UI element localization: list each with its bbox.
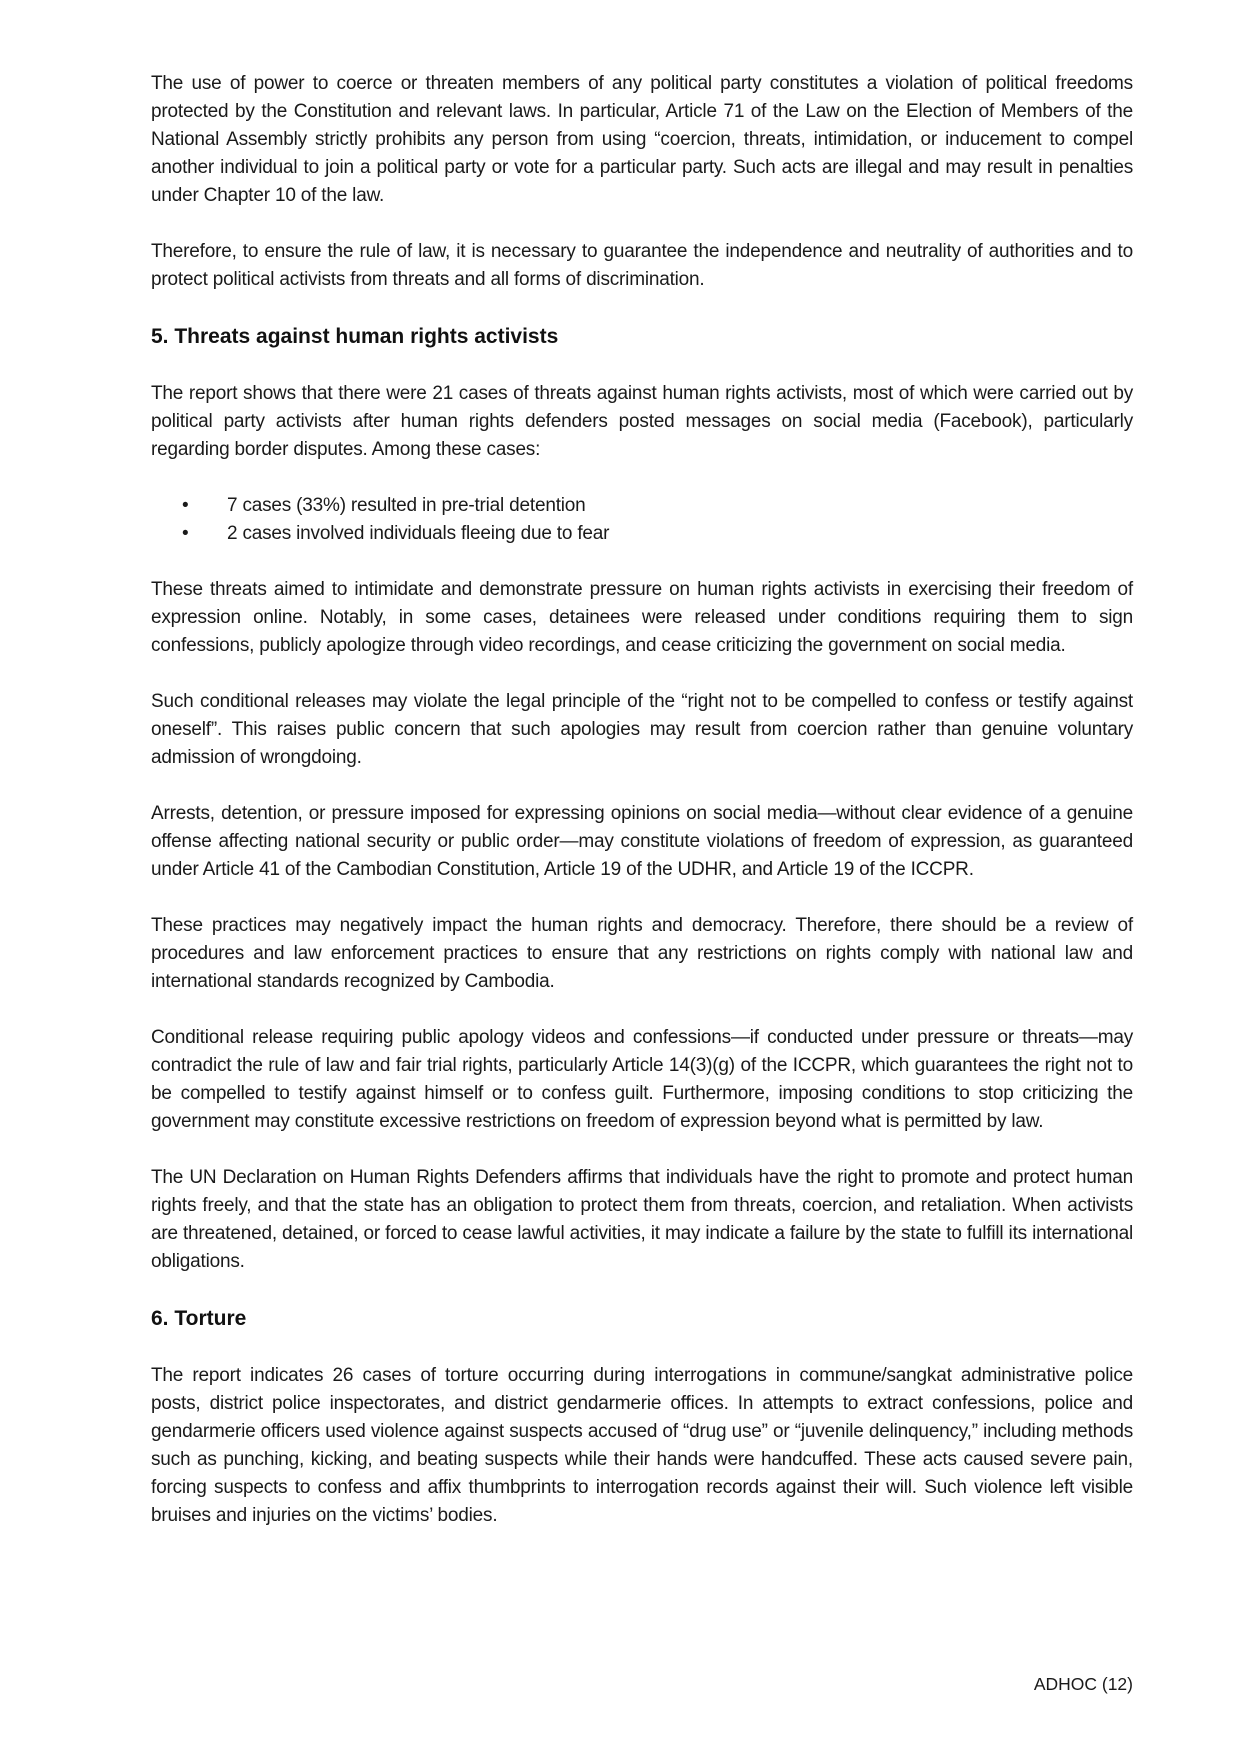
paragraph-political-coercion: The use of power to coerce or threaten members of any political party constitutes a violation of political freedoms protected by the Constitution and relevant laws. In particular, Article 71 of the Law on the Election of Members of the National Assembly strictly prohibits any person from using “coercion, threats, intimidation, or inducement to compel another individual to join a political party or vote for a particular party. Such acts are illegal and may result in penalties under Chapter 10 of the law. [151, 73, 1133, 206]
paragraph-rule-of-law: Therefore, to ensure the rule of law, it is necessary to guarantee the independence and neutrality of authorities and to protect political activists from threats and all forms of discrimination. [151, 241, 1133, 290]
page-number-label: ADHOC (12) [1033, 1674, 1133, 1694]
bullet-item-pretrial-detention: • 7 cases (33%) resulted in pre-trial detention [182, 492, 1133, 520]
paragraph-conditional-releases: Such conditional releases may violate the legal principle of the “right not to be compelled to confess or testify against oneself”. This raises public concern that such apologies may result from coercion rather than genuine voluntary admission of wrongdoing. [151, 691, 1133, 768]
bullet-item-fleeing-fear: • 2 cases involved individuals fleeing due to fear [182, 520, 1133, 548]
paragraph-arrests-freedom-of-expression: Arrests, detention, or pressure imposed for expressing opinions on social media—without clear evidence of a genuine offense affecting national security or public order—may constitute violations of freedom of expression, as guaranteed under Article 41 of the Cambodian Constitution, Article 19 of the UDHR, and Article 19 of the ICCPR. [151, 803, 1133, 880]
section-heading-torture: 6. Torture [151, 1307, 247, 1330]
paragraph-fair-trial-iccpr: Conditional release requiring public apology videos and confessions—if conducted under pressure or threats—may contradict the rule of law and fair trial rights, particularly Article 14(3)(g) of the ICCPR, which guarantees the right not to be compelled to testify against himself or to confess guilt. Furthermore, imposing conditions to stop criticizing the government may constitute excessive restrictions on freedom of expression beyond what is permitted by law. [151, 1027, 1133, 1132]
paragraph-torture-cases-overview: The report indicates 26 cases of torture occurring during interrogations in commune/sangkat administrative police posts, district police inspectorates, and district gendarmerie offices. In attempts to extract confessions, police and gendarmerie officers used violence against suspects accused of “drug use” or “juvenile delinquency,” including methods such as punching, kicking, and beating suspects while their hands were handcuffed. These acts caused severe pain, forcing suspects to confess and affix thumbprints to interrogation records against their will. Such violence left visible bruises and injuries on the victims’ bodies. [151, 1365, 1133, 1526]
paragraph-un-declaration: The UN Declaration on Human Rights Defenders affirms that individuals have the right to promote and protect human rights freely, and that the state has an obligation to protect them from threats, coercion, and retaliation. When activists are threatened, detained, or forced to cease lawful activities, it may indicate a failure by the state to fulfill its international obligations. [151, 1167, 1133, 1272]
section-heading-threats-activists: 5. Threats against human rights activists [151, 325, 559, 348]
paragraph-practices-review: These practices may negatively impact the human rights and democracy. Therefore, there should be a review of procedures and law enforcement practices to ensure that any restrictions on rights comply with national law and international standards recognized by Cambodia. [151, 915, 1133, 992]
paragraph-threat-cases-overview: The report shows that there were 21 cases of threats against human rights activists, most of which were carried out by political party activists after human rights defenders posted messages on social media (Facebook), particularly regarding border disputes. Among these cases: [151, 383, 1133, 460]
paragraph-intimidation-pressure: These threats aimed to intimidate and demonstrate pressure on human rights activists in exercising their freedom of expression online. Notably, in some cases, detainees were released under conditions requiring them to sign confessions, publicly apologize through video recordings, and cease criticizing the government on social media. [151, 579, 1133, 656]
threat-cases-bullet-list [151, 492, 1133, 548]
